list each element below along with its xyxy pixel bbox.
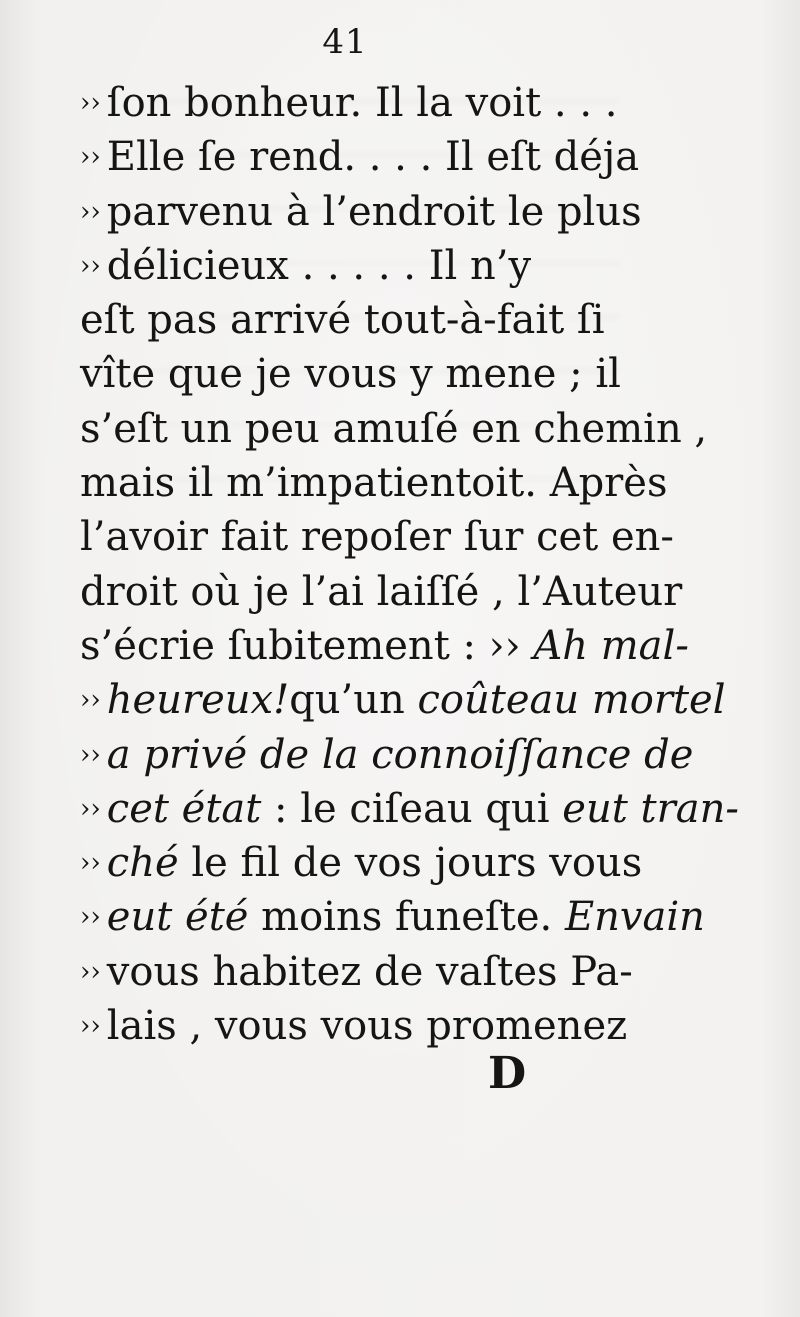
italic-segment: eut été — [106, 894, 249, 941]
text-segment: qu’un — [289, 677, 418, 724]
italic-segment: a privé de la connoiſſance de — [106, 731, 694, 778]
text-line — [80, 945, 640, 999]
text-line — [80, 836, 643, 890]
quotation-mark: ›› — [80, 685, 101, 716]
text-segment: délicieux . . . . . Il n’y — [106, 242, 532, 289]
text-line — [80, 293, 640, 347]
italic-segment: cet état — [106, 785, 262, 832]
quotation-mark: ›› — [80, 956, 101, 987]
italic-segment: ché — [106, 840, 179, 887]
quotation-mark: ›› — [80, 88, 101, 118]
quotation-mark: ›› — [80, 848, 101, 879]
italic-segment: heureux! — [106, 677, 290, 724]
text-segment: vîte que je vous y mene ; il — [80, 351, 621, 398]
text-line — [80, 890, 705, 944]
text-segment: le fil de vos jours vous — [178, 840, 643, 887]
italic-segment: coûteau mortel — [417, 677, 726, 724]
text-line — [80, 185, 640, 239]
text-segment: s’écrie ſubitement : ›› — [80, 622, 534, 669]
text-segment: eſt pas arrivé tout-à-fait ſi — [80, 297, 605, 344]
text-segment: mais il m’impatientoit. Après — [80, 460, 668, 507]
text-segment: parvenu à l’endroit le plus — [106, 188, 642, 235]
text-line — [80, 510, 674, 564]
text-line — [80, 456, 668, 510]
italic-segment: Ah mal- — [533, 622, 689, 669]
text-segment: lais , vous vous promenez — [106, 1003, 628, 1050]
text-line — [80, 347, 640, 401]
text-line — [80, 76, 640, 130]
text-segment: droit où je l’ai laiſſé , l’Auteur — [80, 568, 683, 615]
quotation-mark: ›› — [80, 250, 101, 281]
text-line — [80, 782, 739, 836]
text-segment: : le ciſeau qui — [261, 785, 563, 832]
text-line — [80, 673, 726, 727]
text-segment: Elle ſe rend. . . . Il eſt déja — [106, 134, 640, 181]
body-text — [80, 76, 739, 1053]
text-line — [80, 130, 640, 184]
text-segment: ſon bonheur. Il la voit . . . — [106, 80, 618, 126]
quotation-mark: ›› — [80, 902, 101, 933]
italic-segment: eut tran- — [562, 785, 739, 832]
text-line — [80, 402, 708, 456]
quotation-mark: ›› — [80, 1011, 101, 1042]
text-segment: moins funeſte. — [248, 894, 565, 941]
quotation-mark: ›› — [80, 142, 101, 173]
italic-segment: Envain — [564, 894, 705, 941]
text-line — [80, 728, 694, 782]
text-line — [80, 619, 689, 673]
text-line — [80, 565, 683, 619]
page-number: 41 — [322, 22, 368, 62]
text-segment: s’eſt un peu amuſé en chemin , — [80, 405, 708, 452]
text-segment: vous habitez de vaſtes Pa- — [106, 948, 633, 995]
text-line — [80, 999, 640, 1053]
quotation-mark: ›› — [80, 793, 101, 824]
text-line — [80, 239, 640, 293]
quotation-mark: ›› — [80, 196, 101, 227]
quotation-mark: ›› — [80, 739, 101, 770]
signature-mark: D — [488, 1048, 528, 1099]
text-segment: l’avoir fait repoſer ſur cet en- — [80, 514, 674, 561]
